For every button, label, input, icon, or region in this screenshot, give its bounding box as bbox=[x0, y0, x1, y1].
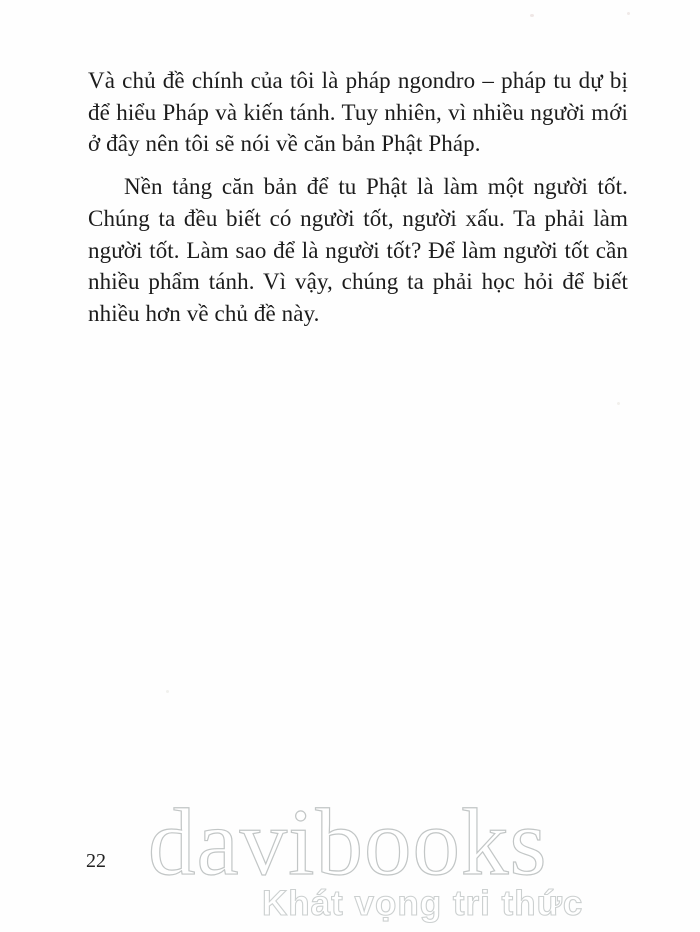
text-line: nhiều hơn về chủ đề này. bbox=[88, 300, 320, 326]
scan-speck bbox=[617, 402, 620, 405]
page-number: 22 bbox=[86, 850, 106, 872]
watermark-tagline-text: Khát vọng tri thức bbox=[262, 884, 584, 923]
paragraph bbox=[88, 65, 628, 160]
text-line: ở đây nên tôi sẽ nói về căn bản Phật Pháp. bbox=[88, 131, 481, 157]
scan-speck bbox=[530, 14, 534, 17]
watermark-brand-text: davibooks bbox=[148, 789, 548, 895]
text-line: để hiểu Pháp và kiến tánh. Tuy nhiên, vì nhiều người mới bbox=[88, 99, 628, 125]
text-line: nhiều phẩm tánh. Vì vậy, chúng ta phải học hỏi để biết bbox=[88, 269, 628, 295]
paragraph bbox=[88, 171, 628, 330]
text-line: Chúng ta đều biết có người tốt, người xấu. Ta phải làm bbox=[88, 205, 628, 231]
text-line: Nền tảng căn bản để tu Phật là làm một người tốt. bbox=[124, 174, 628, 200]
text-line: người tốt. Làm sao để là người tốt? Để làm người tốt cần bbox=[88, 237, 628, 263]
text-line: Và chủ đề chính của tôi là pháp ngondro – pháp tu dự bị bbox=[88, 68, 628, 93]
scan-speck bbox=[627, 12, 630, 15]
body-text bbox=[88, 65, 628, 330]
scan-speck bbox=[166, 690, 169, 693]
